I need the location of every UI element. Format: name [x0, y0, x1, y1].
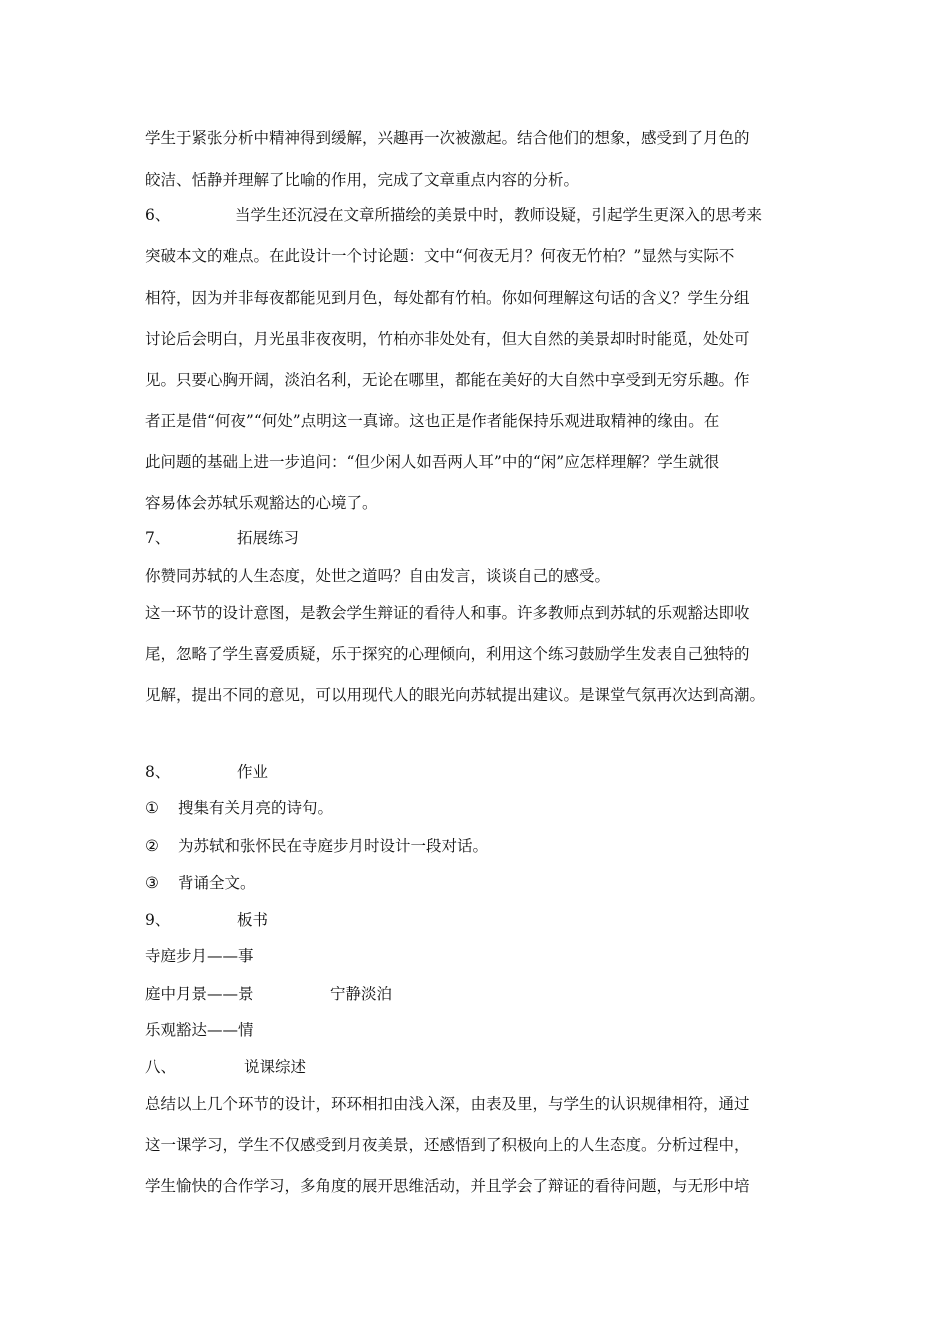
- paragraph-line: 讨论后会明白，月光虽非夜夜明，竹柏亦非处处有，但大自然的美景却时时能觅，处处可: [145, 330, 750, 348]
- homework-1-text: 搜集有关月亮的诗句。: [178, 799, 334, 817]
- item-number: 6、: [145, 206, 171, 224]
- paragraph-line: 此问题的基础上进一步追问：“但少闲人如吾两人耳”中的“闲”应怎样理解？学生就很: [145, 453, 720, 471]
- paragraph-line: 这一课学习，学生不仅感受到月夜美景，还感悟到了积极向上的人生态度。分析过程中，: [145, 1136, 750, 1154]
- item-9-text: 板书: [237, 911, 269, 929]
- item-7-number: 7、: [145, 529, 171, 547]
- paragraph-line: 见。只要心胸开阔，淡泊名利，无论在哪里，都能在美好的大自然中享受到无穷乐趣。作: [145, 371, 750, 389]
- homework-2-text: 为苏轼和张怀民在寺庭步月时设计一段对话。: [178, 837, 489, 855]
- board-line-1: 寺庭步月——事: [145, 947, 254, 965]
- paragraph-line: 容易体会苏轼乐观豁达的心境了。: [145, 494, 378, 512]
- paragraph-line: 学生愉快的合作学习，多角度的展开思维活动，并且学会了辩证的看待问题，与无形中培: [145, 1177, 750, 1195]
- list-item-6: [145, 205, 170, 225]
- paragraph-line: 相符，因为并非每夜都能见到月色，每处都有竹柏。你如何理解这句话的含义？学生分组: [145, 289, 750, 307]
- paragraph-line: 尾，忽略了学生喜爱质疑，乐于探究的心理倾向，利用这个练习鼓励学生发表自己独特的: [145, 645, 750, 663]
- paragraph-line: 见解，提出不同的意见，可以用现代人的眼光向苏轼提出建议。是课堂气氛再次达到高潮。: [145, 686, 766, 704]
- board-line-2: 庭中月景——景: [145, 985, 254, 1003]
- section-8-number: 八、: [145, 1058, 177, 1076]
- item-6-text: 当学生还沉浸在文章所描绘的美景中时，教师设疑，引起学生更深入的思考来: [235, 206, 763, 224]
- paragraph-line: 这一环节的设计意图，是教会学生辩证的看待人和事。许多教师点到苏轼的乐观豁达即收: [145, 604, 750, 622]
- board-line-3: 乐观豁达——情: [145, 1021, 254, 1039]
- paragraph-line: 者正是借“何夜”“何处”点明这一真谛。这也正是作者能保持乐观进取精神的缘由。在: [145, 412, 720, 430]
- section-8-title: 说课综述: [244, 1058, 307, 1076]
- board-side-note: 宁静淡泊: [330, 985, 393, 1003]
- paragraph-line: 你赞同苏轼的人生态度，处世之道吗？自由发言，谈谈自己的感受。: [145, 567, 611, 585]
- item-8-text: 作业: [237, 763, 269, 781]
- paragraph-line: 皎洁、恬静并理解了比喻的作用，完成了文章重点内容的分析。: [145, 171, 580, 189]
- paragraph-line: 学生于紧张分析中精神得到缓解，兴趣再一次被激起。结合他们的想象，感受到了月色的: [145, 129, 750, 147]
- homework-1-mark: ①: [145, 799, 159, 817]
- paragraph-line: 突破本文的难点。在此设计一个讨论题：文中“何夜无月？何夜无竹柏？”显然与实际不: [145, 247, 735, 265]
- item-7-text: 拓展练习: [237, 529, 300, 547]
- homework-3-mark: ③: [145, 874, 159, 892]
- item-8-number: 8、: [145, 763, 171, 781]
- homework-2-mark: ②: [145, 837, 159, 855]
- paragraph-line: 总结以上几个环节的设计，环环相扣由浅入深，由表及里，与学生的认识规律相符，通过: [145, 1095, 750, 1113]
- homework-3-text: 背诵全文。: [178, 874, 256, 892]
- item-9-number: 9、: [145, 911, 171, 929]
